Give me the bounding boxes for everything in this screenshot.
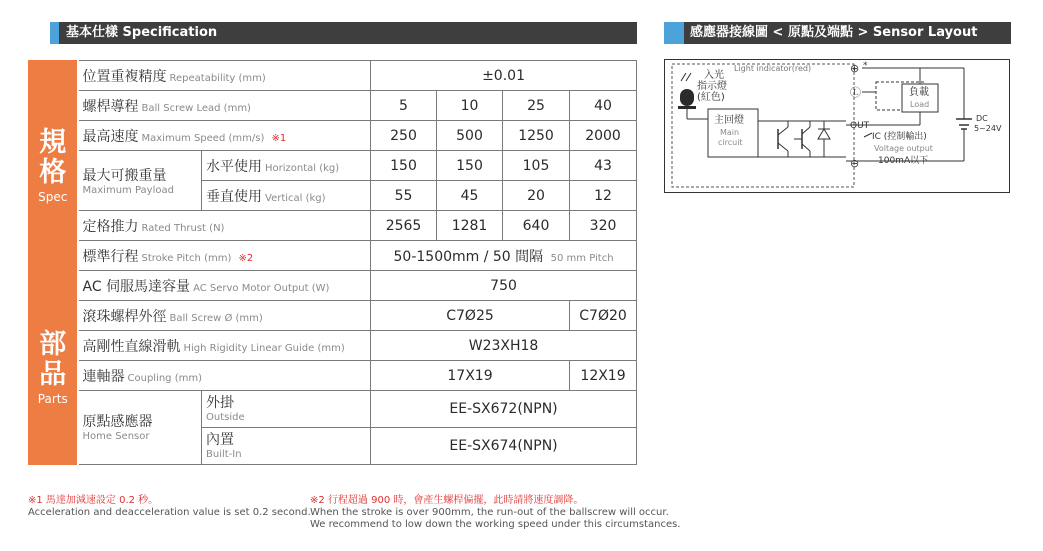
max-speed-value: 500 <box>437 121 503 151</box>
ic-label: IC (控制輸出) <box>872 132 927 142</box>
footnote-1-en: Acceleration and deacceleration value is set 0.2 second. <box>28 507 311 518</box>
max-speed-label: 最高速度 Maximum Speed (mm/s) ※1 <box>78 121 371 151</box>
payload-horizontal-value: 150 <box>371 151 437 181</box>
payload-horizontal-value: 105 <box>503 151 570 181</box>
main-circuit-zh: 主回燈 <box>714 115 744 126</box>
payload-vertical-value: 20 <box>503 181 570 211</box>
home-sensor-builtin-label: 內置 Built-In <box>202 428 371 465</box>
max-speed-value: 250 <box>371 121 437 151</box>
stroke-value: 50-1500mm / 50 間隔 50 mm Pitch <box>371 241 637 271</box>
footnote-1-zh: ※1 馬達加減速設定 0.2 秒。 <box>28 495 159 506</box>
table-row <box>29 361 637 391</box>
table-row <box>29 151 637 181</box>
thrust-value: 640 <box>503 211 570 241</box>
max-speed-value: 1250 <box>503 121 570 151</box>
coupling-value: 17X19 <box>371 361 570 391</box>
note-mark: ※2 <box>238 252 254 264</box>
payload-horizontal-value: 150 <box>437 151 503 181</box>
table-row <box>29 211 637 241</box>
light-arrow <box>686 73 691 81</box>
out-label: OUT <box>850 121 870 131</box>
payload-horizontal-value: 43 <box>570 151 637 181</box>
screw-dia-label: 滾珠螺桿外徑 Ball Screw Ø (mm) <box>78 301 371 331</box>
voltage-output-label: Voltage output <box>874 144 933 153</box>
parts-group-label: 部 品 Parts <box>29 271 78 465</box>
stroke-label: 標準行程 Stroke Pitch (mm) ※2 <box>78 241 371 271</box>
transistor-2-collector <box>802 127 810 134</box>
lead-label: 螺桿導程 Ball Screw Lead (mm) <box>78 91 371 121</box>
lead-value: 5 <box>371 91 437 121</box>
transistor-emitter <box>778 143 788 151</box>
diode-icon <box>818 129 830 139</box>
transistor-2-emitter <box>802 144 810 151</box>
payload-vertical-value: 55 <box>371 181 437 211</box>
note-mark: ※1 <box>271 132 287 144</box>
sensor-wiring-diagram <box>664 59 1024 194</box>
repeatability-label: 位置重複精度 Repeatability (mm) <box>78 61 371 91</box>
led-indicator-icon <box>680 89 694 106</box>
load-zh: 負載 <box>909 87 929 98</box>
guide-label: 高剛性直線滑軌 High Rigidity Linear Guide (mm) <box>78 331 371 361</box>
coupling-value: 12X19 <box>570 361 637 391</box>
footnote-2-zh: ※2 行程超過 900 時，會產生螺桿偏擺，此時請將速度調降。 <box>310 495 584 506</box>
screw-dia-value: C7Ø20 <box>570 301 637 331</box>
header-accent <box>664 22 684 44</box>
load-en: Load <box>910 100 930 109</box>
lead-value: 40 <box>570 91 637 121</box>
payload-horizontal-label: 水平使用 Horizontal (kg) <box>202 151 371 181</box>
terminal-minus-icon: ⊖ <box>850 157 860 170</box>
spec-group-label: 規 格 Spec <box>29 61 78 271</box>
table-row <box>29 241 637 271</box>
screw-dia-value: C7Ø25 <box>371 301 570 331</box>
payload-vertical-value: 45 <box>437 181 503 211</box>
max-speed-value: 2000 <box>570 121 637 151</box>
table-row <box>29 121 637 151</box>
guide-value: W23XH18 <box>371 331 637 361</box>
spec-section-title: 基本仕樣 Specification <box>66 25 218 40</box>
main-circuit-en-1: Main <box>720 128 740 137</box>
lead-value: 25 <box>503 91 570 121</box>
terminal-l-icon: Ⓛ <box>850 86 861 99</box>
payload-vertical-value: 12 <box>570 181 637 211</box>
ic-arrow <box>864 133 872 137</box>
thrust-value: 320 <box>570 211 637 241</box>
spec-section-header <box>50 22 637 44</box>
footnote-2-en1: When the stroke is over 900mm, the run-out of the ballscrew will occur. <box>310 507 669 518</box>
light-zh-1: 入光 <box>704 70 724 81</box>
motor-label: AC 伺服馬達容量 AC Servo Motor Output (W) <box>78 271 371 301</box>
payload-vertical-label: 垂直使用 Vertical (kg) <box>202 181 371 211</box>
table-row <box>29 301 637 331</box>
terminal-plus-icon: ⊕ <box>850 62 860 75</box>
led-base <box>678 106 696 109</box>
thrust-value: 2565 <box>371 211 437 241</box>
terminal-asterisk: * <box>863 61 868 71</box>
thrust-value: 1281 <box>437 211 503 241</box>
table-row <box>29 271 637 301</box>
home-sensor-outside-label: 外掛 Outside <box>202 391 371 428</box>
light-zh-2: 指示燈 <box>697 81 727 92</box>
transistor-collector <box>778 127 788 135</box>
footnote-2 <box>310 495 681 531</box>
home-sensor-builtin-value: EE-SX674(NPN) <box>371 428 637 465</box>
thrust-label: 定格推力 Rated Thrust (N) <box>78 211 371 241</box>
spec-table <box>28 60 637 465</box>
sensor-layout-header <box>664 22 1011 44</box>
dc-range: 5~24V <box>974 124 1002 133</box>
motor-value: 750 <box>371 271 637 301</box>
light-arrow <box>681 73 686 81</box>
lead-value: 10 <box>437 91 503 121</box>
table-row <box>29 391 637 428</box>
sensor-layout-title: 感應器接線圖 < 原點及端點 > Sensor Layout <box>690 25 978 40</box>
repeatability-value: ±0.01 <box>371 61 637 91</box>
light-zh-3: (紅色) <box>697 92 725 103</box>
light-indicator-label: Light indicator(red) <box>734 64 812 73</box>
header-accent <box>50 22 59 44</box>
table-row <box>29 61 637 91</box>
home-sensor-outside-value: EE-SX672(NPN) <box>371 391 637 428</box>
main-circuit-en-2: circuit <box>718 138 743 147</box>
current-label: 100mA以下 <box>878 156 929 166</box>
dc-label: DC <box>976 114 988 123</box>
table-row <box>29 331 637 361</box>
coupling-label: 連軸器 Coupling (mm) <box>78 361 371 391</box>
home-sensor-label: 原點感應器 Home Sensor <box>78 391 202 465</box>
footnote-1 <box>28 495 311 519</box>
table-row <box>29 91 637 121</box>
footnote-2-en2: We recommend to low down the working speed under this circumstances. <box>310 519 681 530</box>
payload-label: 最大可搬重量 Maximum Payload <box>78 151 202 211</box>
